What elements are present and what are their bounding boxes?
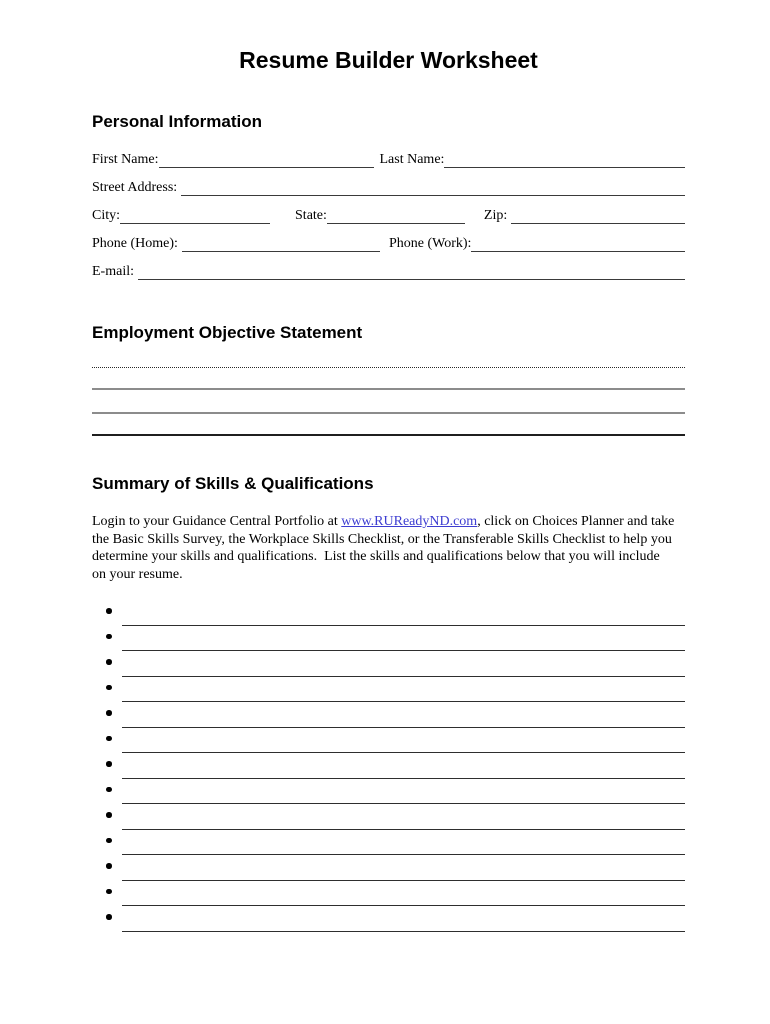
skill-entry-field[interactable] (122, 677, 685, 703)
first-name-label: First Name: (92, 152, 159, 168)
form-row-phones (92, 224, 685, 252)
skills-intro-after-link: , click on Choices Planner and take the Basic Skills Survey, the Workplace Skills Checklist, or the Transferable Skills Checklist to help you determine your skills and qualifications. List the skills and qualifications below that you will include on your resume. (92, 514, 678, 582)
form-row-city-state-zip (92, 196, 685, 224)
skills-list (92, 600, 685, 932)
phone-home-label: Phone (Home): (92, 236, 178, 252)
bullet-icon (106, 838, 112, 844)
last-name-field[interactable] (444, 152, 685, 168)
skill-list-item (92, 651, 685, 677)
bullet-icon (106, 914, 112, 920)
bullet-icon (106, 736, 112, 742)
skill-list-item (92, 702, 685, 728)
bullet-icon (106, 761, 112, 767)
bullet-icon (106, 710, 112, 716)
bullet-icon (106, 634, 112, 640)
bullet-icon (106, 608, 112, 614)
bullet-icon (106, 685, 112, 691)
skill-entry-field[interactable] (122, 855, 685, 881)
form-row-email (92, 252, 685, 280)
skill-entry-field[interactable] (122, 728, 685, 754)
first-name-field[interactable] (159, 152, 374, 168)
form-row-street-address (92, 168, 685, 196)
skills-intro-paragraph (92, 513, 677, 583)
skills-intro-before-link: Login to your Guidance Central Portfolio at (92, 514, 342, 530)
skill-entry-field[interactable] (122, 779, 685, 805)
email-field[interactable] (138, 264, 685, 280)
skill-entry-field[interactable] (122, 702, 685, 728)
skills-heading: Summary of Skills & Qualifications (92, 474, 374, 494)
phone-work-field[interactable] (471, 236, 685, 252)
skill-entry-field[interactable] (122, 753, 685, 779)
phone-home-field[interactable] (182, 236, 380, 252)
state-field[interactable] (327, 208, 465, 224)
rureadynd-link[interactable]: www.RUReadyND.com (341, 514, 478, 530)
last-name-label: Last Name: (379, 152, 445, 168)
skill-list-item (92, 804, 685, 830)
skill-list-item (92, 779, 685, 805)
objective-line-field[interactable] (92, 343, 685, 368)
skill-list-item (92, 830, 685, 856)
skill-entry-field[interactable] (122, 804, 685, 830)
skill-list-item (92, 677, 685, 703)
personal-information-fields (92, 140, 685, 280)
state-label: State: (295, 208, 327, 224)
skill-entry-field[interactable] (122, 651, 685, 677)
skill-entry-field[interactable] (122, 906, 685, 932)
zip-field[interactable] (511, 208, 685, 224)
city-label: City: (92, 208, 121, 224)
skill-entry-field[interactable] (122, 626, 685, 652)
city-field[interactable] (120, 208, 270, 224)
objective-line-field[interactable] (92, 414, 685, 436)
bullet-icon (106, 659, 112, 665)
objective-line-field[interactable] (92, 368, 685, 390)
personal-information-heading: Personal Information (92, 112, 263, 132)
skill-list-item (92, 728, 685, 754)
skill-entry-field[interactable] (122, 600, 685, 626)
skill-list-item (92, 600, 685, 626)
skill-list-item (92, 626, 685, 652)
skill-list-item (92, 881, 685, 907)
objective-heading: Employment Objective Statement (92, 323, 363, 343)
bullet-icon (106, 812, 112, 818)
form-row-name (92, 140, 685, 168)
zip-label: Zip: (483, 208, 508, 224)
skill-list-item (92, 753, 685, 779)
bullet-icon (106, 787, 112, 793)
bullet-icon (106, 889, 112, 895)
skill-entry-field[interactable] (122, 881, 685, 907)
skill-list-item (92, 906, 685, 932)
skill-entry-field[interactable] (122, 830, 685, 856)
bullet-icon (106, 863, 112, 869)
objective-lines (92, 343, 685, 436)
skill-list-item (92, 855, 685, 881)
street-address-label: Street Address: (92, 180, 178, 196)
document-title: Resume Builder Worksheet (239, 47, 538, 73)
street-address-field[interactable] (181, 180, 685, 196)
objective-line-field[interactable] (92, 390, 685, 414)
email-label: E-mail: (92, 264, 134, 280)
phone-work-label: Phone (Work): (388, 236, 472, 252)
